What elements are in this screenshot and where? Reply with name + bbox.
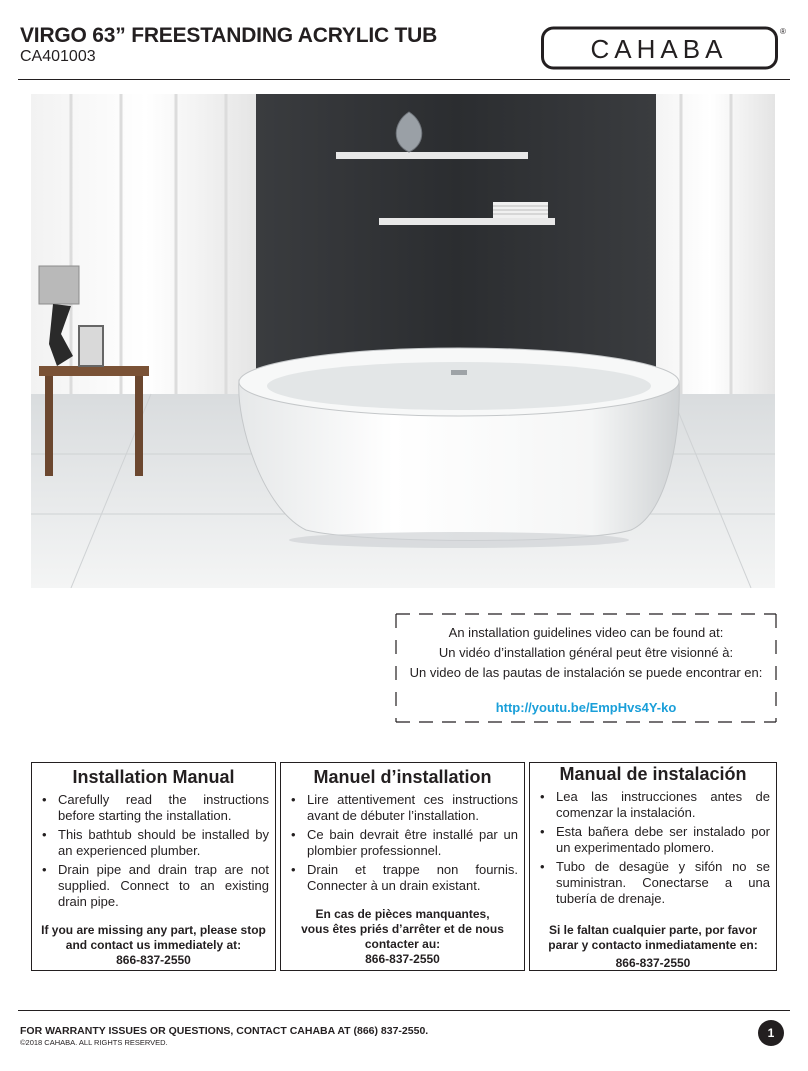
manual-contact-fr-3: contacter au: — [364, 937, 441, 951]
manual-contact-en-1: If you are missing any part, please stop — [41, 923, 266, 937]
manual-contact-en-2: and contact us immediately at: — [65, 938, 242, 952]
manual-item-fr-1: • Lire attentivement ces instructions avant de débuter l’installation. — [287, 792, 518, 824]
video-text-fr: Un vidéo d’installation général peut être visionné à: — [438, 645, 734, 660]
video-text-es: Un video de las pautas de instalación se puede encontrar en: — [409, 665, 763, 680]
copyright: ©2018 CAHABA. ALL RIGHTS RESERVED. — [20, 1038, 168, 1047]
manual-box-es — [529, 762, 777, 971]
manual-contact-es-2: parar y contacto inmediatamente en: — [548, 938, 758, 952]
document-title: VIRGO 63” FREESTANDING ACRYLIC TUB — [20, 24, 438, 47]
page-number: 1 — [758, 1020, 784, 1046]
model-number: CA401003 — [20, 48, 96, 65]
video-link[interactable]: http://youtu.be/EmpHvs4Y-ko — [495, 700, 677, 715]
footer-divider — [18, 1010, 790, 1011]
video-info-box — [395, 613, 777, 723]
header-divider — [18, 79, 790, 80]
manual-item-fr-3: • Drain et trappe non fournis. Connecter à un drain existant. — [287, 862, 518, 894]
manual-item-en-3: • Drain pipe and drain trap are not supplied. Connect to an existing drain pipe. — [38, 862, 269, 910]
manual-contact-fr-1: En cas de pièces manquantes, — [315, 907, 490, 921]
manual-item-en-1: • Carefully read the instructions before starting the installation. — [38, 792, 269, 824]
manual-title-fr: Manuel d’installation — [313, 767, 492, 787]
manual-phone-fr: 866-837-2550 — [365, 952, 440, 966]
manual-contact-fr-2: vous êtes priés d’arrêter et de nous — [301, 922, 504, 936]
manual-phone-en: 866-837-2550 — [116, 953, 191, 967]
cahaba-logo — [541, 24, 787, 70]
manual-item-fr-2: • Ce bain devrait être installé par un plombier professionnel. — [287, 827, 518, 859]
manual-item-es-2: • Esta bañera debe ser instalado por un experimentado plomero. — [536, 824, 770, 856]
manual-item-es-3: • Tubo de desagüe y sifón no se suministran. Conectarse a una tubería de drenaje. — [536, 859, 770, 907]
manual-title-en: Installation Manual — [72, 767, 235, 787]
warranty-contact: FOR WARRANTY ISSUES OR QUESTIONS, CONTACT CAHABA AT (866) 837-2550. — [20, 1025, 429, 1037]
manual-item-es-1: • Lea las instrucciones antes de comenzar la instalación. — [536, 789, 770, 821]
manual-contact-es-1: Si le faltan cualquier parte, por favor — [548, 923, 758, 937]
manual-title-es: Manual de instalación — [559, 764, 747, 784]
manual-box-en — [31, 762, 276, 971]
product-photo — [31, 94, 775, 588]
video-text-en: An installation guidelines video can be found at: — [448, 625, 724, 640]
registered-mark: ® — [780, 27, 786, 36]
manual-item-en-2: • This bathtub should be installed by an experienced plumber. — [38, 827, 269, 859]
manual-box-fr — [280, 762, 525, 971]
manual-phone-es: 866-837-2550 — [615, 956, 691, 970]
brand-name: CAHABA — [590, 34, 728, 64]
